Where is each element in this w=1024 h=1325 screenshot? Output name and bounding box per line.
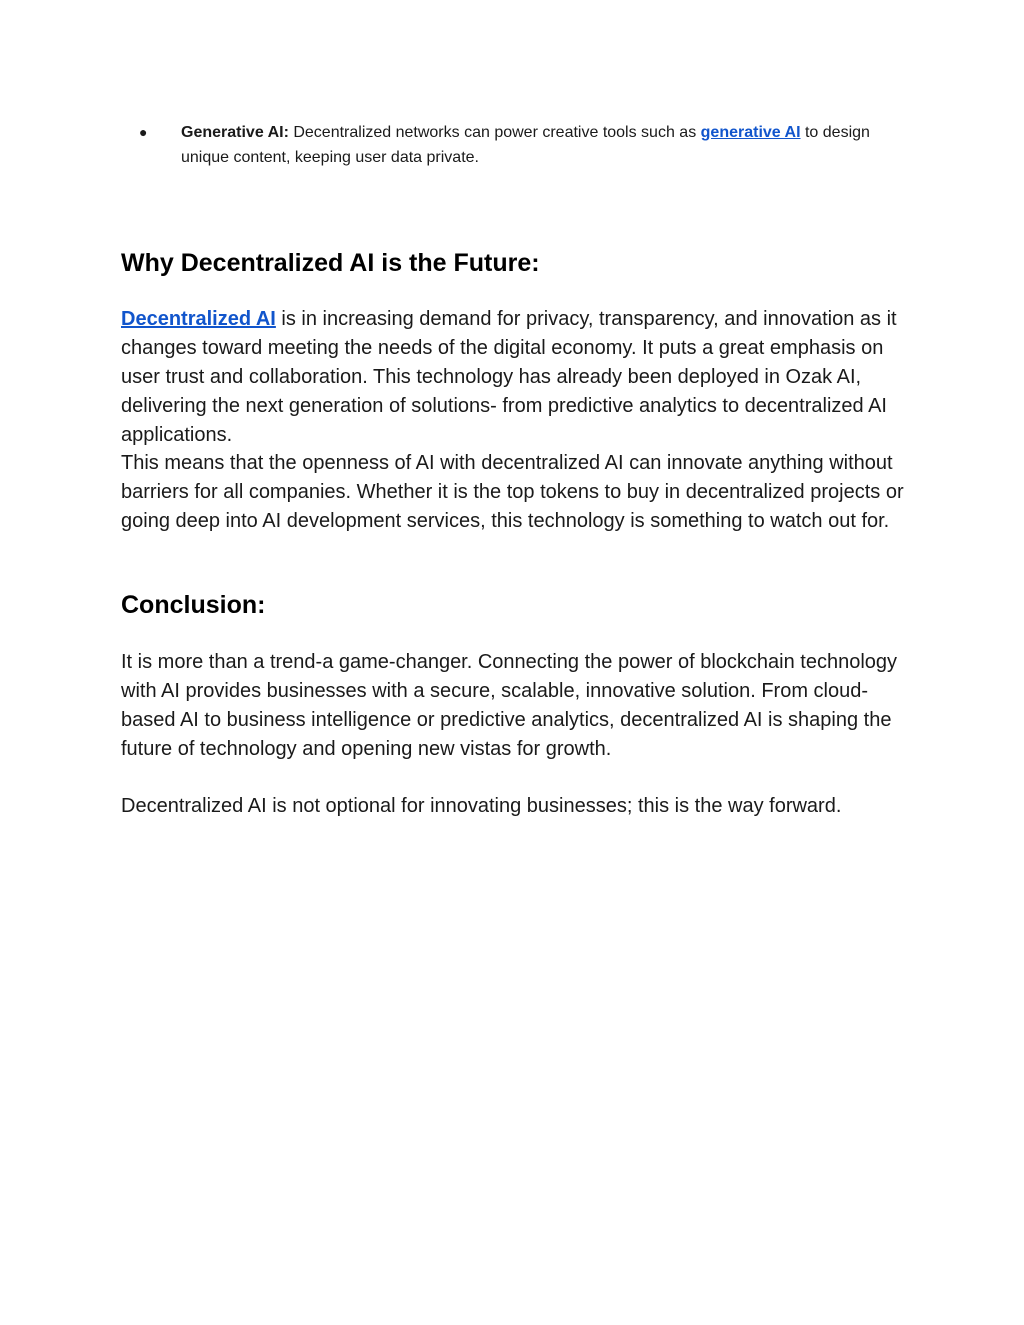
- future-paragraph-2: This means that the openness of AI with decentralized AI can innovate anything without barriers for all companies. Whether it is the top tokens to buy in decentralized projects or going deep into AI development services, this technology is something to watch out for.: [121, 452, 904, 532]
- conclusion-heading: Conclusion:: [121, 591, 266, 619]
- conclusion-paragraph-2: Decentralized AI is not optional for innovating businesses; this is the way forward.: [121, 795, 842, 817]
- decentralized-ai-link[interactable]: Decentralized AI: [121, 308, 276, 330]
- future-paragraph-1: [121, 305, 911, 450]
- conclusion-paragraph-1: It is more than a trend-a game-changer. Connecting the power of blockchain technology with AI provides businesses with a secure, scalable, innovative solution. From cloud-based AI to business intelligence or predictive analytics, decentralized AI is shaping the future of technology and opening new vistas for growth.: [121, 651, 898, 760]
- future-paragraph-1-text: is in increasing demand for privacy, transparency, and innovation as it changes toward meeting the needs of the digital economy. It puts a great emphasis on user trust and collaboration. This technology has already been deployed in Ozak AI, delivering the next generation of solutions- from predictive analytics to decentralized AI applications.: [121, 308, 897, 446]
- bullet-item-generative-ai: [139, 120, 911, 170]
- future-section-heading: Why Decentralized AI is the Future:: [121, 249, 540, 277]
- generative-ai-link[interactable]: generative AI: [700, 124, 801, 141]
- bullet-text-after-link: to design unique content, keeping user data private.: [181, 124, 870, 166]
- bullet-text-before-link: Decentralized networks can power creative tools such as: [288, 124, 701, 141]
- bullet-label: Generative AI:: [181, 124, 289, 141]
- bullet-marker: ●: [139, 124, 148, 140]
